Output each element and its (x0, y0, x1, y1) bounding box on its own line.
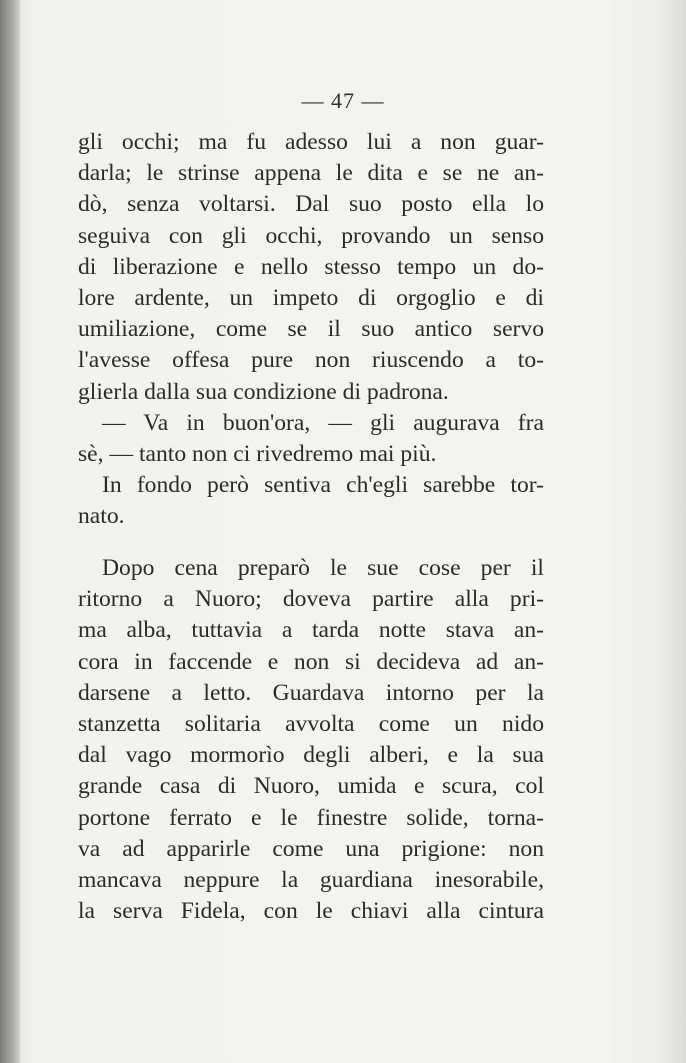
text-line: l'avesse offesa pure non riuscendo a to- (78, 347, 544, 374)
text-line: gli occhi; ma fu adesso lui a non guar- (78, 129, 544, 155)
text-line: ritorno a Nuoro; doveva partire alla pri- (78, 586, 544, 613)
text-line: Dopo cena preparò le sue cose per il (102, 555, 544, 581)
paragraph-2 (78, 553, 544, 927)
text-line: cora in faccende e non si decideva ad an- (78, 648, 544, 675)
text-line: dal vago mormorìo degli alberi, e la sua (78, 742, 544, 769)
text-line: la serva Fidela, con le chiavi alla cintura (78, 898, 544, 925)
text-line: darla; le strinse appena le dita e se ne an- (78, 160, 544, 187)
text-line: lore ardente, un impeto di orgoglio e di (78, 285, 544, 312)
text-line: nato. (78, 503, 125, 530)
text-line: darsene a letto. Guardava intorno per la (78, 679, 544, 706)
text-line: di liberazione e nello stesso tempo un do- (78, 253, 544, 280)
paragraph-1 (78, 127, 544, 533)
page-number: — 47 — (301, 88, 385, 113)
text-line: In fondo però sentiva ch'egli sarebbe tor- (102, 472, 544, 499)
text-line: — Va in buon'ora, — gli augurava fra (102, 409, 544, 436)
text-line: umiliazione, come se il suo antico servo (78, 316, 544, 343)
text-line: seguiva con gli occhi, provando un senso (78, 222, 544, 249)
text-line: grande casa di Nuoro, umida e scura, col (78, 773, 544, 800)
text-line: mancava neppure la guardiana inesorabile, (78, 867, 544, 894)
text-line: portone ferrato e le finestre solide, torna- (78, 804, 544, 831)
book-spine-shadow (0, 0, 20, 1063)
text-line: sè, — tanto non ci rivedremo mai più. (78, 441, 437, 468)
text-line: va ad apparirle come una prigione: non (78, 835, 544, 862)
text-line: stanzetta solitaria avvolta come un nido (78, 711, 544, 738)
text-line: dò, senza voltarsi. Dal suo posto ella lo (78, 191, 544, 218)
text-line: glierla dalla sua condizione di padrona. (78, 378, 449, 405)
text-line: ma alba, tuttavia a tarda notte stava an- (78, 617, 544, 644)
